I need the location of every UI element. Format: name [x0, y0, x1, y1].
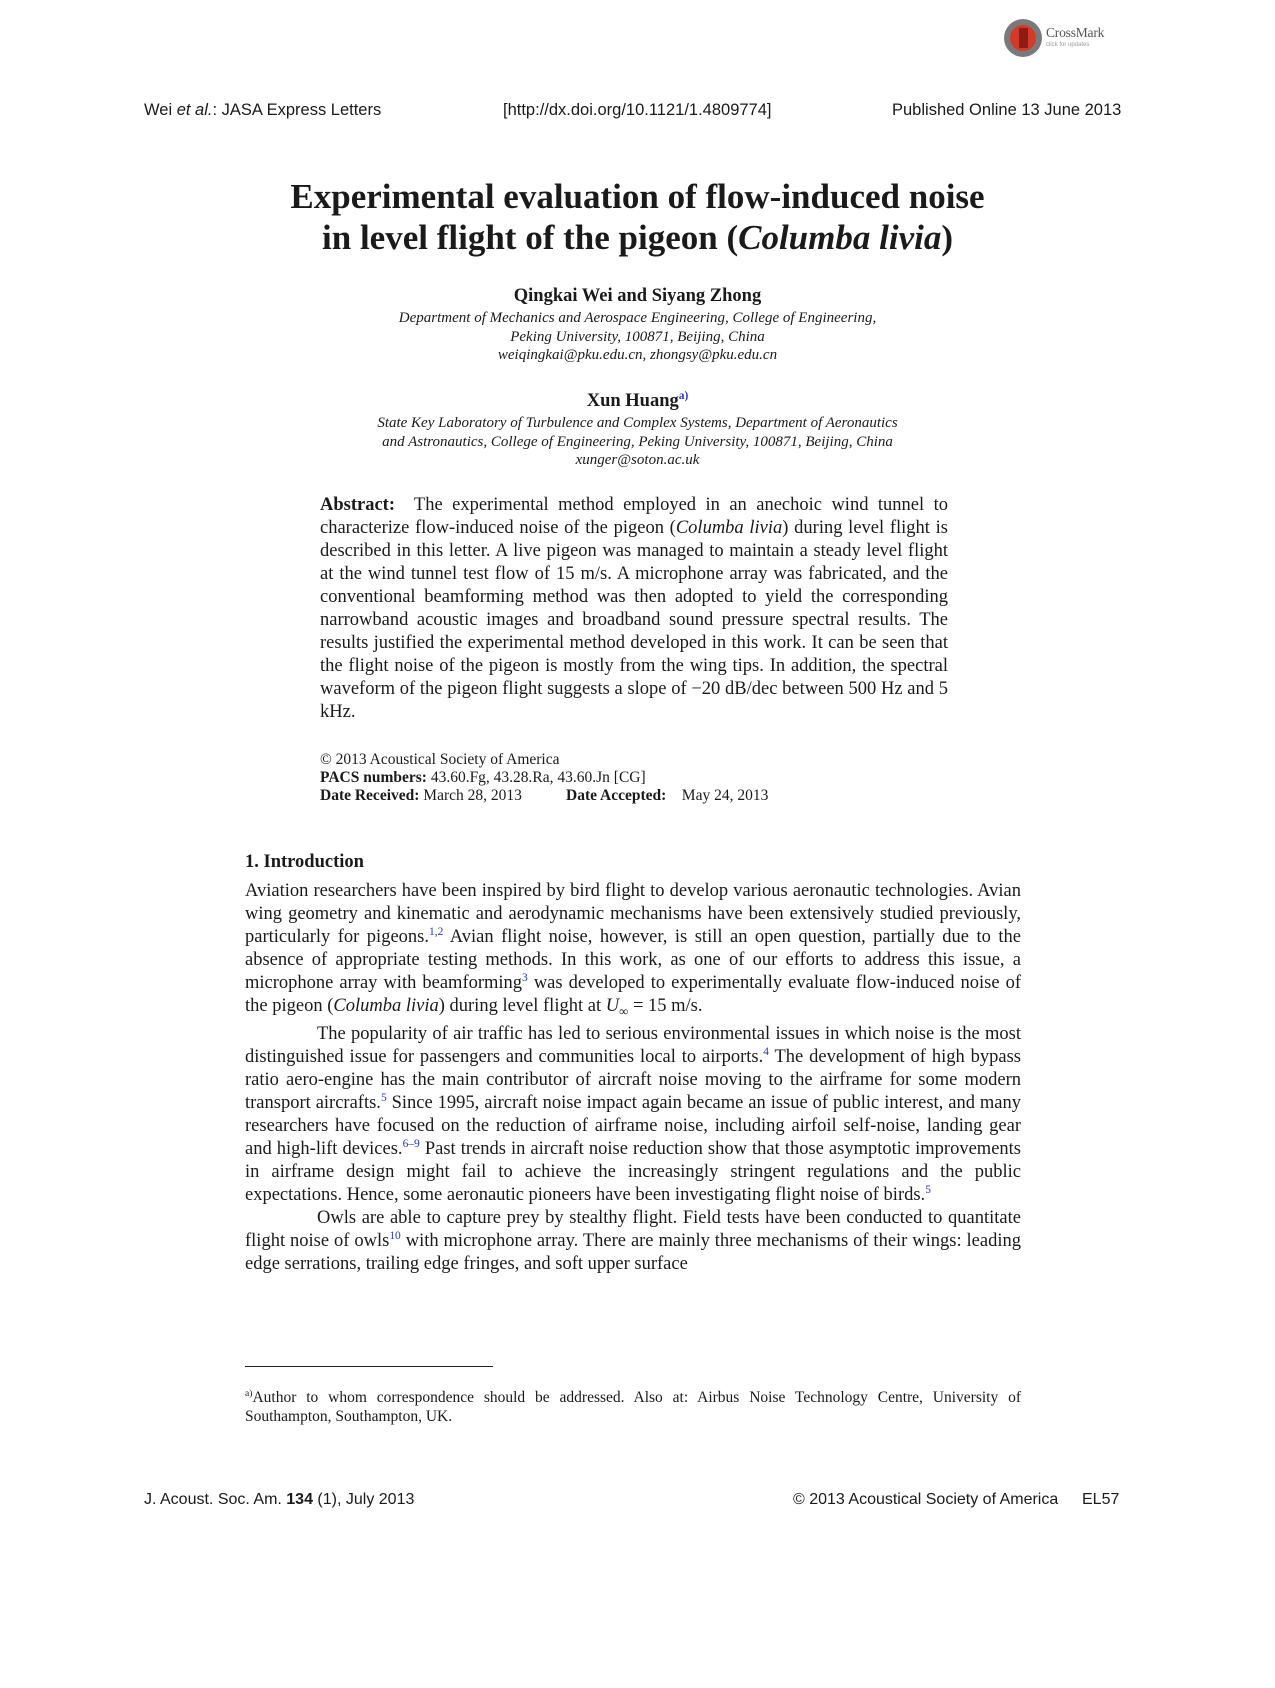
- citation-link[interactable]: 5: [925, 1183, 931, 1196]
- paper-title: [0, 176, 1275, 258]
- footnote-marker-link[interactable]: a): [678, 389, 689, 402]
- footnote-marker: a): [245, 1387, 253, 1399]
- footer-citation: J. Acoust. Soc. Am. 134 (1), July 2013: [144, 1491, 415, 1508]
- citation-link[interactable]: 6–9: [402, 1137, 420, 1150]
- accepted-date: Date Accepted: May 24, 2013: [566, 787, 769, 804]
- pacs-numbers: PACS numbers: 43.60.Fg, 43.28.Ra, 43.60.Jn [CG]: [320, 769, 646, 786]
- title-species: Columba livia: [738, 218, 942, 257]
- author-name-2: Xun Huang$^{a)}$: [586, 389, 689, 411]
- citation-link[interactable]: 3: [522, 971, 528, 984]
- paragraph-3: Owls are able to capture prey by stealthy flight. Field tests have been conducted to quantitate flight noise of owls$^{10}$ with microphone array. There are mainly three mechanisms of their wings: leading edge serrations, trailing edge fringes, and soft upper surface: [245, 1207, 1021, 1274]
- header-journal: : JASA Express Letters: [212, 101, 382, 119]
- abstract: Abstract: The experimental method employed in an anechoic wind tunnel to characterize flow-induced noise of the pigeon (Columba livia) during level flight is described in this letter. A live pigeon was managed to maintain a steady level flight at the wind tunnel test flow of 15 m/s. A microphone array was fabricated, and the conventional beamforming method was then adopted to yield the corresponding narrowband acoustic images and broadband sound pressure spectral results. The results justified the experimental method developed in this work. It can be seen that the flight noise of the pigeon is mostly from the wing tips. In addition, the spectral waveform of the pigeon flight suggests a slope of −20 dB/dec between 500 Hz and 5 kHz.: [320, 495, 948, 722]
- running-header-left: [144, 101, 381, 120]
- footer-copyright: © 2013 Acoustical Society of America: [793, 1491, 1059, 1508]
- author-email-2[interactable]: xunger@soton.ac.uk: [575, 452, 700, 468]
- affiliation-2-line-2: and Astronautics, College of Engineering, Peking University, 100871, Beijing, China: [382, 433, 893, 450]
- header-doi-link[interactable]: [http://dx.doi.org/10.1121/1.4809774]: [503, 101, 772, 119]
- crossmark-icon: [1004, 19, 1042, 57]
- affiliation-1: [0, 309, 1275, 365]
- affiliation-2: [0, 414, 1275, 470]
- affiliation-1-line-1: Department of Mechanics and Aerospace Engineering, College of Engineering,: [398, 310, 877, 326]
- header-etal: et al.: [176, 101, 213, 119]
- affiliation-2-line-1: State Key Laboratory of Turbulence and Complex Systems, Department of Aeronautics: [377, 415, 898, 431]
- footnote: $^{a)}$Author to whom correspondence should be addressed. Also at: Airbus Noise Technology Centre, University of Southampton, Southampton, UK.: [245, 1387, 1021, 1425]
- paragraph-1: Aviation researchers have been inspired by bird flight to develop various aeronautic technologies. Avian wing geometry and kinematic and aerodynamic mechanisms have been extensively studied previously, particularly for pigeons.$^{1,2}$ Avian flight noise, however, is still an open question, partially due to the absence of appropriate testing methods. In this work, as one of our efforts to address this issue, a microphone array with beamforming$^3$ was developed to experimentally evaluate flow-induced noise of the pigeon (Columba livia) during level flight at $U_\infty = 15$ m/s.: [245, 881, 1021, 1019]
- crossmark-badge[interactable]: [1004, 19, 1114, 61]
- footnote-divider: [245, 1366, 493, 1367]
- title-line-1: Experimental evaluation of flow-induced noise: [290, 177, 985, 216]
- author-emails-1[interactable]: weiqingkai@pku.edu.cn, zhongsy@pku.edu.cn: [497, 347, 778, 363]
- header-published-date: Published Online 13 June 2013: [892, 101, 1122, 119]
- citation-link[interactable]: 1,2: [428, 925, 444, 938]
- affiliation-1-line-2: Peking University, 100871, Beijing, China: [510, 328, 765, 345]
- section-heading: 1. Introduction: [245, 852, 364, 872]
- header-author: Wei: [144, 101, 177, 119]
- citation-link[interactable]: 10: [389, 1229, 401, 1242]
- citation-link[interactable]: 5: [380, 1091, 387, 1104]
- abstract-label: Abstract:: [320, 495, 396, 515]
- body-text: [245, 880, 1021, 1276]
- crossmark-sublabel: click for updates: [1046, 42, 1090, 48]
- title-line-2: in level flight of the pigeon (Columba livia): [322, 218, 953, 257]
- author-names-1: Qingkai Wei and Siyang Zhong: [513, 286, 762, 306]
- copyright-line: © 2013 Acoustical Society of America: [320, 751, 560, 768]
- citation-link[interactable]: 4: [763, 1045, 769, 1058]
- paragraph-2: The popularity of air traffic has led to serious environmental issues in which noise is the most distinguished issue for passengers and communities local to airports.$^4$ The development of high bypass ratio aero-engine has the main contributor of aircraft noise moving to the airframe for some modern transport aircrafts.$^5$ Since 1995, aircraft noise impact again became an issue of public interest, and many researchers have focused on the reduction of airframe noise, including airfoil self-noise, landing gear and high-lift devices.$^{6-9}$ Past trends in aircraft noise reduction show that those asymptotic improvements in airframe design might fail to achieve the increasingly stringent regulations and the public expectations. Hence, some aeronautic pioneers have been investigating flight noise of birds.$^5$: [245, 1023, 1021, 1205]
- crossmark-label: CrossMark: [1046, 25, 1105, 40]
- page-number: EL57: [1082, 1491, 1120, 1508]
- received-date: Date Received: March 28, 2013: [320, 787, 522, 804]
